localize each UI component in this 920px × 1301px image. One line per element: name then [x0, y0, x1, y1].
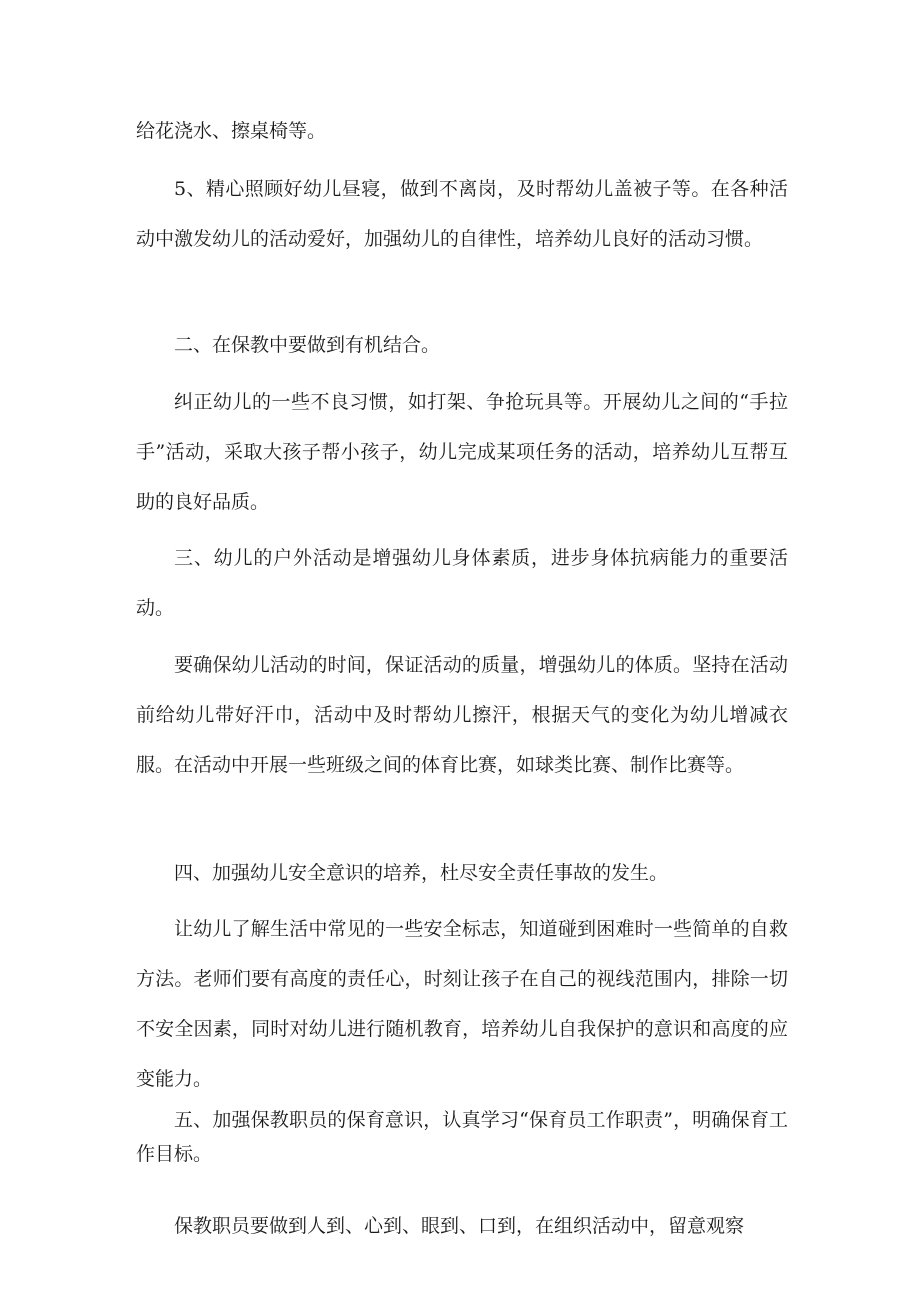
section-heading-5: 五、加强保教职员的保育意识，认真学习“保育员工作职责”，明确保育工作目标。 — [136, 1109, 788, 1165]
paragraph-item-5: 5、精心照顾好幼儿昼寝，做到不离岗，及时帮幼儿盖被子等。在各种活动中激发幼儿的活动爱好，加强幼儿的自律性，培养幼儿良好的活动习惯。 — [136, 178, 788, 250]
paragraph-section-4-body: 让幼儿了解生活中常见的一些安全标志，知道碰到困难时一些简单的自救方法。老师们要有高度的责任心，时刻让孩子在自己的视线范围内，排除一切不安全因素，同时对幼儿进行随机教育，培养幼儿自我保护的意识和高度的应变能力。 — [136, 918, 788, 1090]
section-heading-2: 二、在保教中要做到有机结合。 — [174, 334, 441, 356]
paragraph-section-5-body: 保教职员要做到人到、心到、眼到、口到，在组织活动中，留意观察 — [174, 1215, 745, 1237]
section-heading-4: 四、加强幼儿安全意识的培养，杜尽安全责任事故的发生。 — [174, 862, 669, 884]
paragraph-section-3-body: 要确保幼儿活动的时间，保证活动的质量，增强幼儿的体质。坚持在活动前给幼儿带好汗巾，活动中及时帮幼儿擦汗，根据天气的变化为幼儿增减衣服。在活动中开展一些班级之间的体育比赛，如球类比赛、制作比赛等。 — [136, 654, 788, 776]
paragraph-section-2-body: 纠正幼儿的一些不良习惯，如打架、争抢玩具等。开展幼儿之间的“手拉手”活动，采取大孩子帮小孩子，幼儿完成某项任务的活动，培养幼儿互帮互助的良好品质。 — [136, 391, 788, 513]
section-heading-3: 三、幼儿的户外活动是增强幼儿身体素质，进步身体抗病能力的重要活动。 — [136, 547, 788, 619]
paragraph-continuation: 给花浇水、擦桌椅等。 — [136, 120, 327, 142]
